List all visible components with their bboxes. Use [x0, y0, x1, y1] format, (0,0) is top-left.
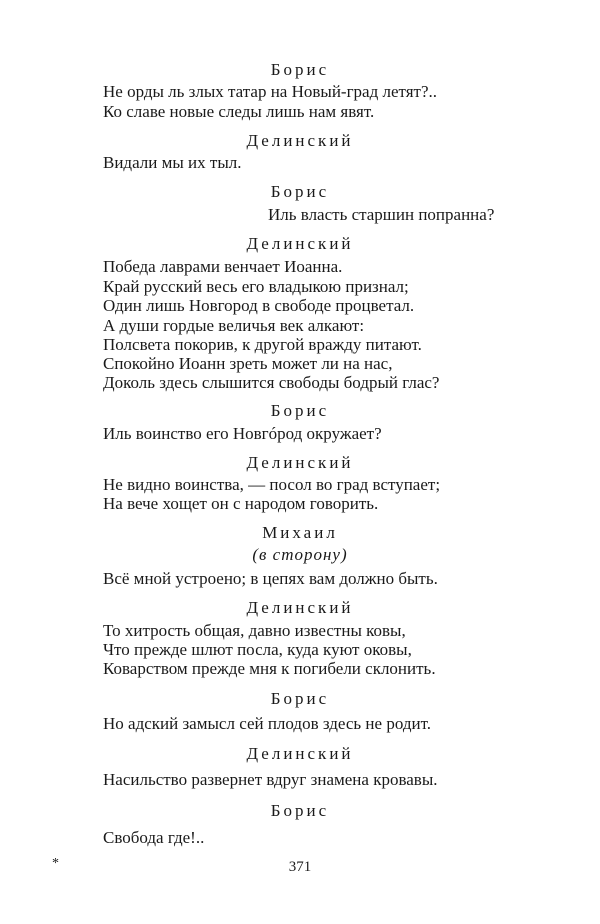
- stage-direction: (в сторону): [252, 545, 348, 564]
- verse-line: Коварством прежде мня к погибели склонить.: [103, 659, 436, 678]
- verse-line: Иль власть старшин попранна?: [268, 205, 495, 224]
- page-number: 371: [288, 859, 312, 875]
- verse-line: Но адский замысл сей плодов здесь не родит.: [103, 714, 431, 733]
- verse-line: А души гордые величья век алкают:: [103, 316, 365, 335]
- verse-line: Победа лаврами венчает Иоанна.: [103, 257, 343, 276]
- verse-line: Спокойно Иоанн зреть может ли на нас,: [103, 354, 393, 373]
- speaker-name: Борис: [270, 401, 330, 420]
- verse-line: Не видно воинства, — посол во град вступает;: [103, 475, 441, 494]
- verse-line: Ко славе новые следы лишь нам явят.: [103, 102, 375, 121]
- verse-line: На вече хощет он с народом говорить.: [103, 494, 379, 513]
- speaker-name: Борис: [270, 689, 330, 708]
- verse-line: Иль воинство его Новгóрод окружает?: [103, 424, 382, 443]
- speaker-name: Делинский: [246, 234, 354, 253]
- verse-line: Полсвета покорив, к другой вражду питают.: [103, 335, 422, 354]
- speaker-name: Борис: [270, 182, 330, 201]
- verse-line: Не орды ль злых татар на Новый-град летят?..: [103, 82, 438, 101]
- footnote-asterisk: *: [52, 856, 59, 871]
- verse-line: Всё мной устроено; в цепях вам должно быть.: [103, 569, 438, 588]
- speaker-name: Делинский: [246, 598, 354, 617]
- speaker-name: Делинский: [246, 453, 354, 472]
- verse-line: Край русский весь его владыкою признал;: [103, 277, 409, 296]
- verse-line: Видали мы их тыл.: [103, 153, 242, 172]
- verse-line: Насильство развернет вдруг знамена кровавы.: [103, 770, 438, 789]
- verse-line: Доколь здесь слышится свободы бодрый глас?: [103, 373, 440, 392]
- speaker-name: Борис: [270, 801, 330, 820]
- verse-line: Что прежде шлют посла, куда куют оковы,: [103, 640, 412, 659]
- verse-line: Свобода где!..: [103, 828, 205, 847]
- verse-line: То хитрость общая, давно известны ковы,: [103, 621, 406, 640]
- speaker-name: Делинский: [246, 744, 354, 763]
- speaker-name: Борис: [270, 60, 330, 79]
- speaker-name: Михаил: [262, 523, 338, 542]
- verse-line: Один лишь Новгород в свободе процветал.: [103, 296, 415, 315]
- speaker-name: Делинский: [246, 131, 354, 150]
